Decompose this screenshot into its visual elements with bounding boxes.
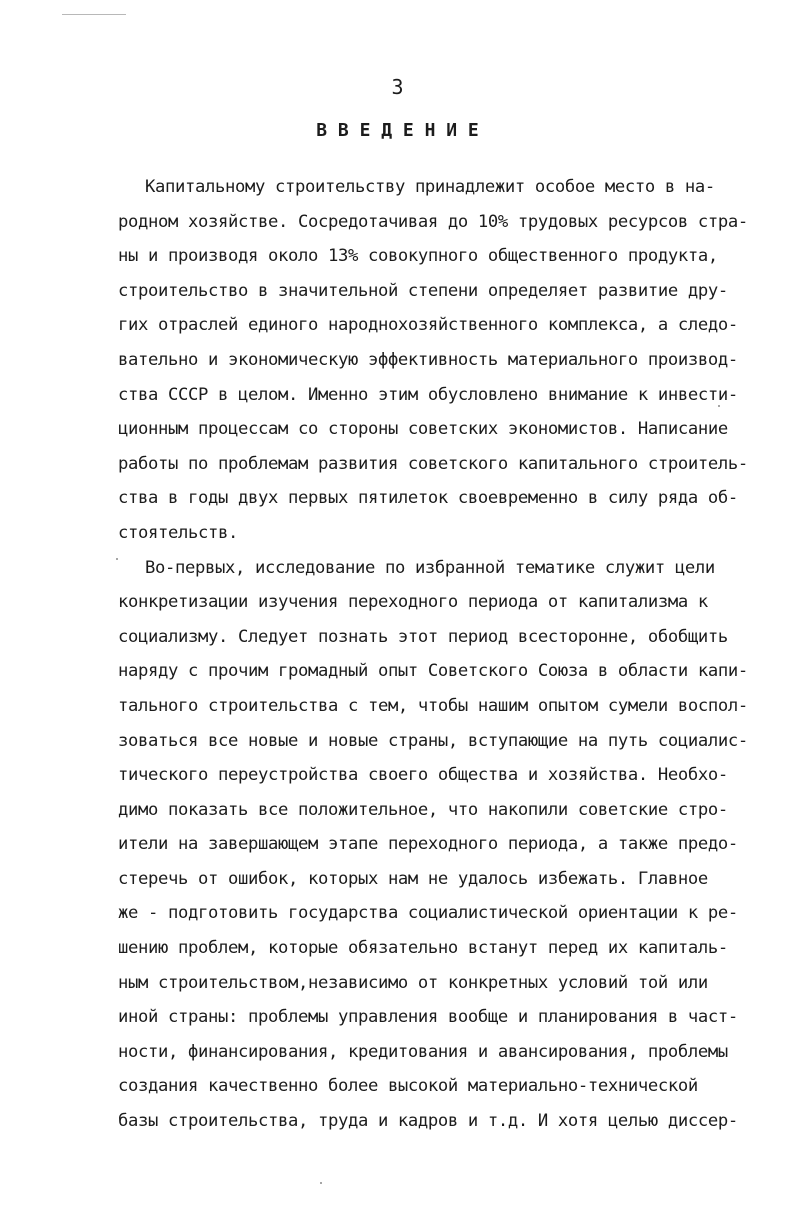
text-line: родном хозяйстве. Сосредотачивая до 10% трудовых ресурсов стра- <box>118 211 748 232</box>
text-line: ства СССР в целом. Именно этим обусловлено внимание к инвести- <box>118 384 738 405</box>
body-text <box>118 170 778 1139</box>
text-line: гих отраслей единого народнохозяйственного комплекса, а следо- <box>118 315 738 336</box>
text-line: же - подготовить государства социалистической ориентации к ре- <box>118 903 738 924</box>
scan-speck <box>320 1182 322 1184</box>
section-heading: В В Е Д Е Н И Е <box>316 120 479 141</box>
text-line: конкретизации изучения переходного периода от капитализма к <box>118 592 708 613</box>
text-line: ства в годы двух первых пятилеток своевременно в силу ряда об- <box>118 488 738 509</box>
text-line: Во-первых, исследование по избранной тематике служит цели <box>145 557 715 578</box>
text-line: шению проблем, которые обязательно встанут перед их капиталь- <box>118 938 728 959</box>
text-line: тального строительства с тем, чтобы нашим опытом сумели воспол- <box>118 695 748 716</box>
text-line: ционным процессам со стороны советских экономистов. Написание <box>118 419 728 440</box>
text-line: стеречь от ошибок, которых нам не удалось избежать. Главное <box>118 868 708 889</box>
text-line: зоваться все новые и новые страны, вступающие на путь социалис- <box>118 730 748 751</box>
text-line: работы по проблемам развития советского капитального строитель- <box>118 453 748 474</box>
text-line: стоятельств. <box>118 522 238 543</box>
text-line: наряду с прочим громадный опыт Советского Союза в области капи- <box>118 661 748 682</box>
page-number: 3 <box>391 75 404 99</box>
text-line: ности, финансирования, кредитования и авансирования, проблемы <box>118 1041 728 1062</box>
text-line: ители на завершающем этапе переходного периода, а также предо- <box>118 834 738 855</box>
text-line: социализму. Следует познать этот период всесторонне, обобщить <box>118 626 728 647</box>
text-line: базы строительства, труда и кадров и т.д. И хотя целью диссер- <box>118 1111 738 1132</box>
text-line: Капитальному строительству принадлежит особое место в на- <box>145 177 715 197</box>
text-line: создания качественно более высокой материально-технической <box>118 1076 698 1097</box>
text-line: вательно и экономическую эффективность материального производ- <box>118 349 738 370</box>
top-rule <box>62 14 126 15</box>
text-line: ны и производя около 13% совокупного общественного продукта, <box>118 246 718 267</box>
text-line: ным строительством,независимо от конкретных условий той или <box>118 972 708 993</box>
text-line: тического переустройства своего общества и хозяйства. Необхо- <box>118 765 728 786</box>
text-line: строительство в значительной степени определяет развитие дру- <box>118 280 728 301</box>
text-line: иной страны: проблемы управления вообще и планирования в част- <box>118 1007 738 1028</box>
scan-speck <box>718 405 720 407</box>
scan-speck <box>116 558 118 560</box>
text-line: димо показать все положительное, что накопили советские стро- <box>118 799 728 820</box>
